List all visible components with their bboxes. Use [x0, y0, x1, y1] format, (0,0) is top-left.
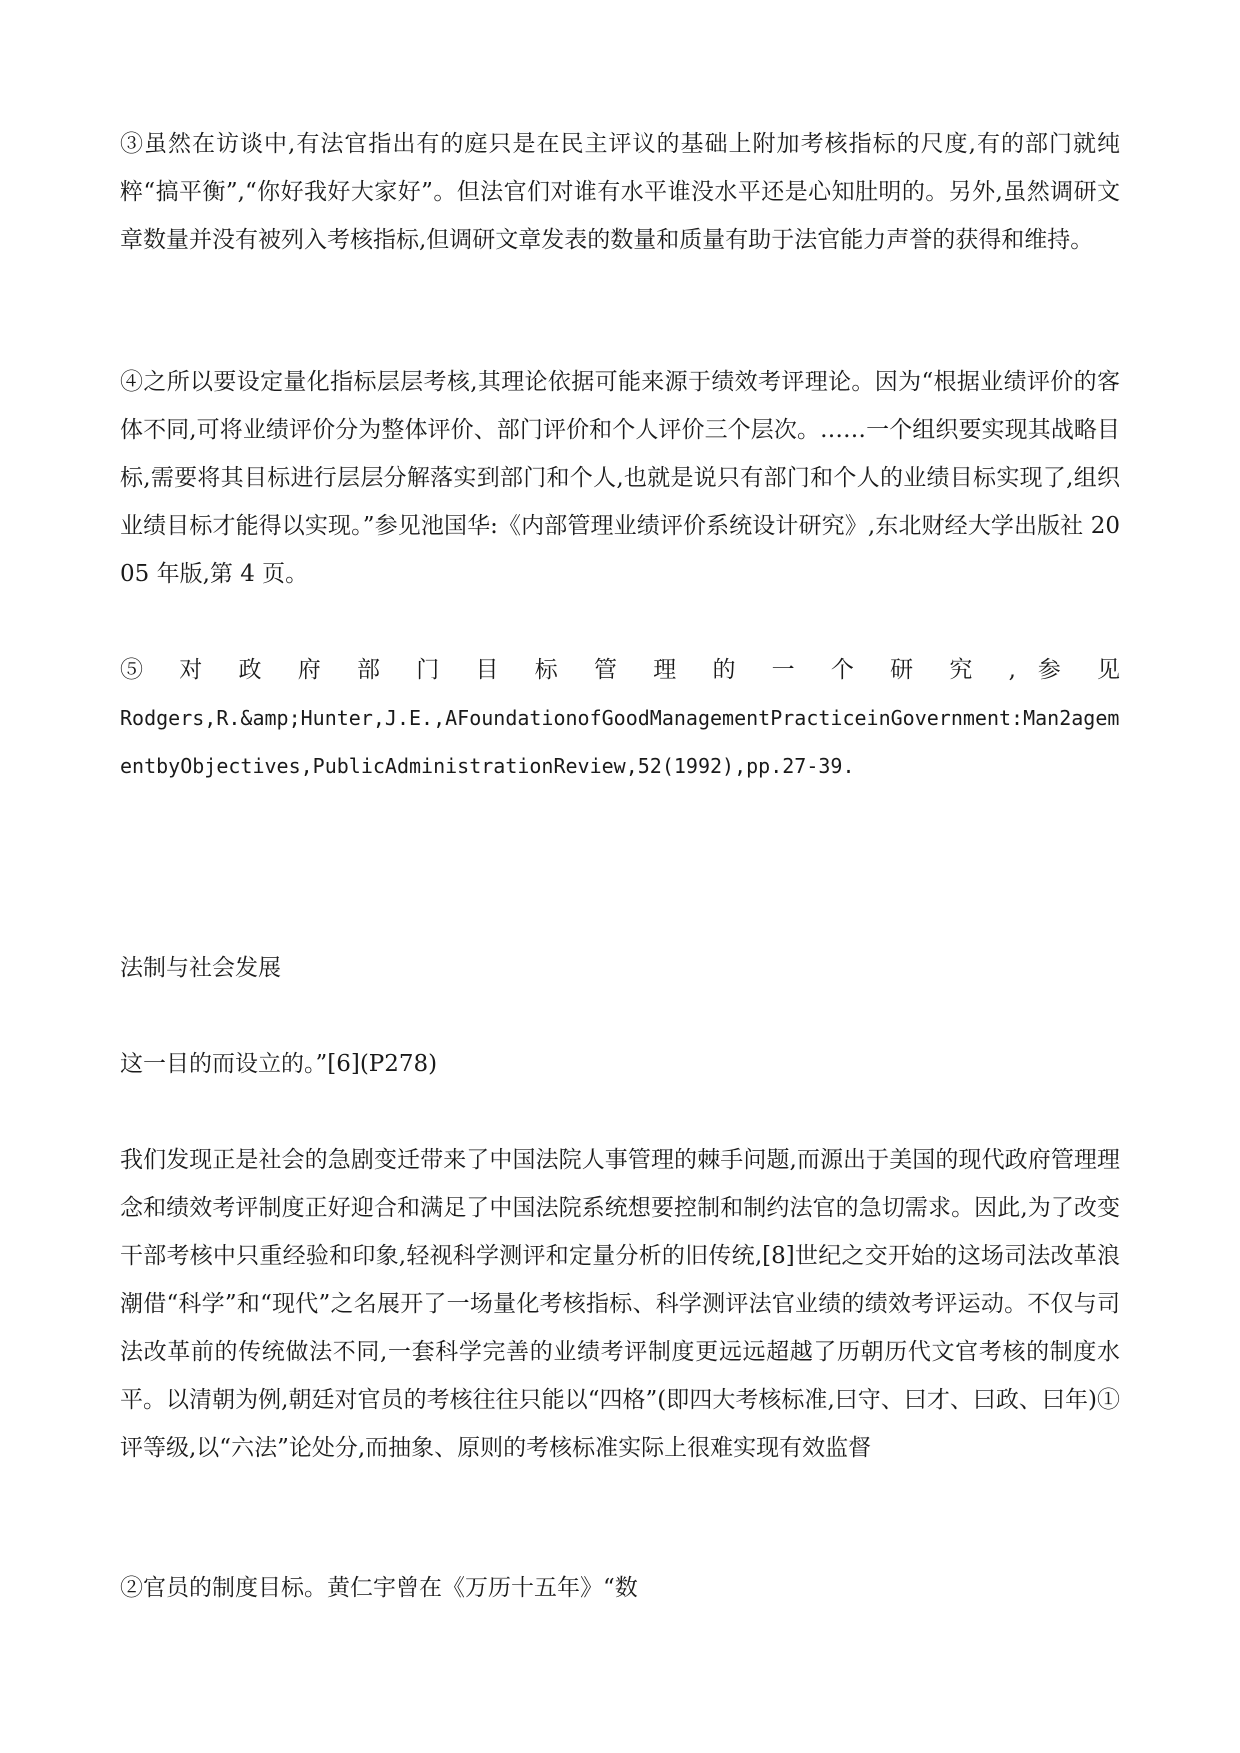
footnote-3: ③虽然在访谈中,有法官指出有的庭只是在民主评议的基础上附加考核指标的尺度,有的部门就纯粹“搞平衡”,“你好我好大家好”。但法官们对谁有水平谁没水平还是心知肚明的。另外,虽然调研文章数量并没有被列入考核指标,但调研文章发表的数量和质量有助于法官能力声誉的获得和维持。	[120, 131, 1120, 253]
footnote-5-citation: Rodgers,R.&amp;Hunter,J.E.,AFoundationofGoodManagementPracticeinGovernment:Man2agementbyObjectives,PublicAdministrationReview,52(1992),pp.27-39.	[120, 706, 1120, 778]
footnote-4: ④之所以要设定量化指标层层考核,其理论依据可能来源于绩效考评理论。因为“根据业绩评价的客体不同,可将业绩评价分为整体评价、部门评价和个人评价三个层次。……一个组织要实现其战略目标,需要将其目标进行层层分解落实到部门和个人,也就是说只有部门和个人的业绩目标实现了,组织业绩目标才能得以实现。”参见池国华:《内部管理业绩评价系统设计研究》,东北财经大学出版社 2005 年版,第 4 页。	[120, 369, 1120, 587]
trailing-line: ②官员的制度目标。黄仁宇曾在《万历十五年》“数	[120, 1575, 638, 1601]
body-paragraph: 我们发现正是社会的急剧变迁带来了中国法院人事管理的棘手问题,而源出于美国的现代政府管理理念和绩效考评制度正好迎合和满足了中国法院系统想要控制和制约法官的急切需求。因此,为了改变干部考核中只重经验和印象,轻视科学测评和定量分析的旧传统,[8]世纪之交开始的这场司法改革浪潮借“科学”和“现代”之名展开了一场量化考核指标、科学测评法官业绩的绩效考评运动。不仅与司法改革前的传统做法不同,一套科学完善的业绩考评制度更远远超越了历朝历代文官考核的制度水平。以清朝为例,朝廷对官员的考核往往只能以“四格”(即四大考核标准,曰守、曰才、曰政、曰年)①评等级,以“六法”论处分,而抽象、原则的考核标准实际上很难实现有效监督	[120, 1147, 1120, 1461]
footnote-5-intro: ⑤ 对 政 府 部 门 目 标 管 理 的 一 个 研 究 , 参 见	[120, 657, 1120, 683]
document-page	[120, 0, 1120, 1753]
continuation-line: 这一目的而设立的。”[6](P278)	[120, 1051, 438, 1077]
section-heading: 法制与社会发展	[120, 955, 281, 981]
